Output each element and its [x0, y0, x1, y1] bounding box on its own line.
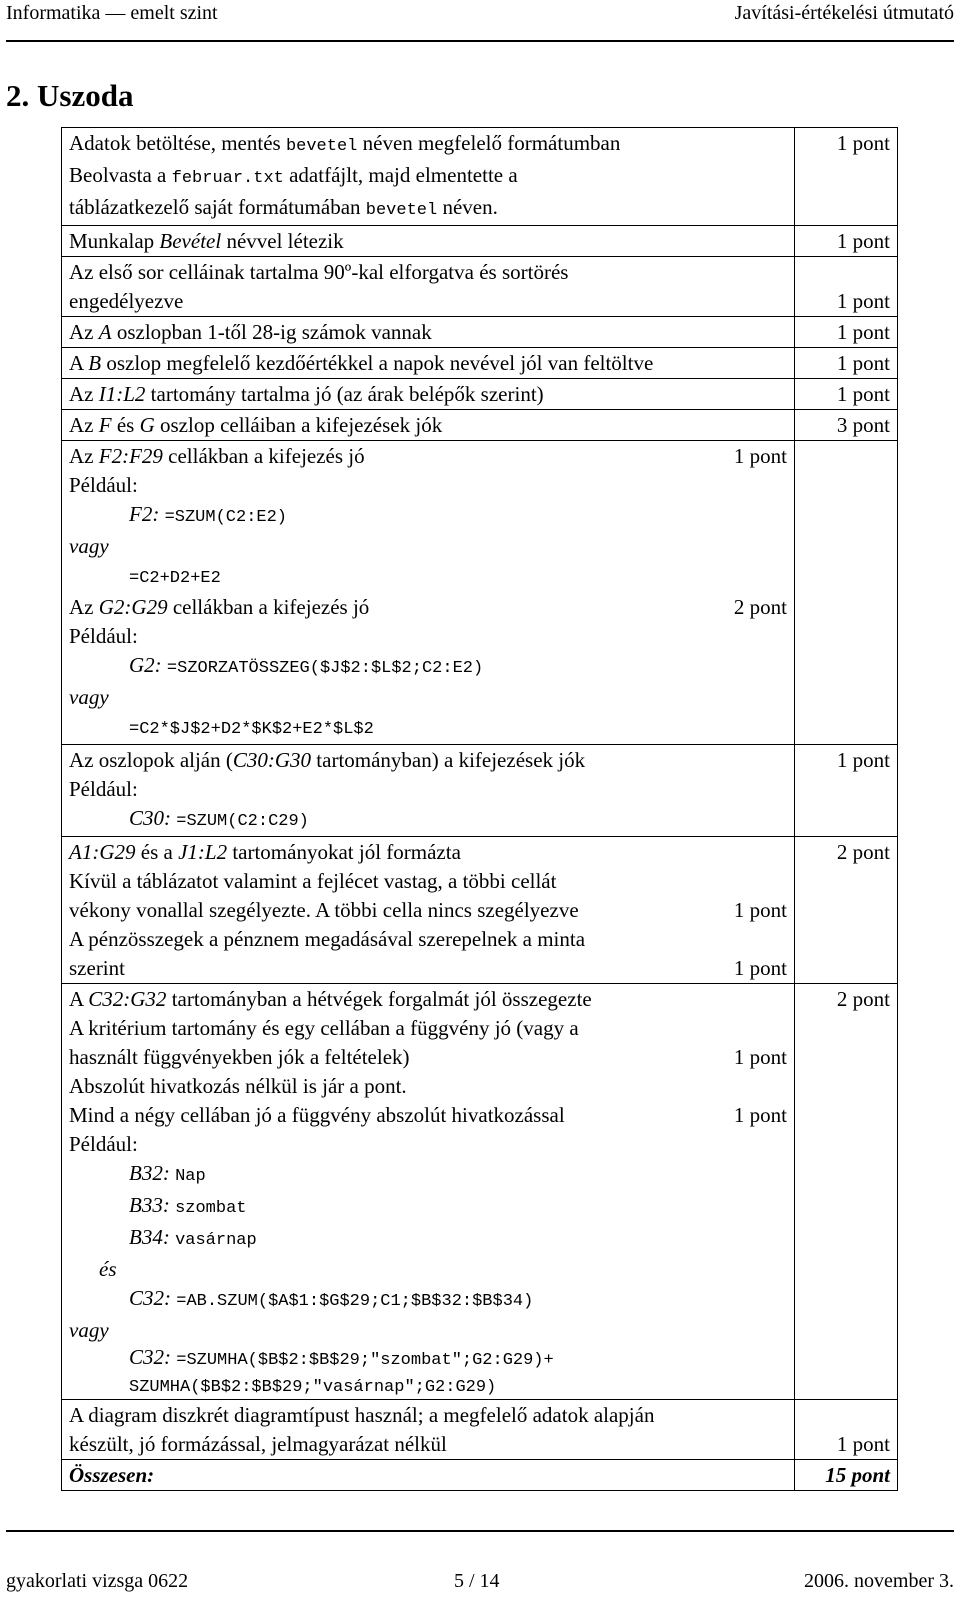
header-rule [6, 40, 954, 42]
inner-points: 2 pont [733, 595, 787, 619]
page-number: 5 / 14 [454, 1570, 500, 1592]
table-row [62, 984, 898, 1400]
points-cell: 3 pont [795, 410, 898, 441]
inner-points: 1 pont [733, 1045, 787, 1069]
footer-right: 2006. november 3. [804, 1570, 954, 1592]
points-cell: 1 pont [795, 317, 898, 348]
table-row [62, 226, 898, 257]
criteria-cell: Az oszlopok alján (C30:G30 tartományban) a kifejezések jók Például: C30: =SZUM(C2:C29) [62, 745, 795, 837]
criteria-cell: Az F és G oszlop celláiban a kifejezések jók [62, 410, 795, 441]
points-cell: 2 pont [795, 837, 898, 984]
section-title: 2. Uszoda [6, 78, 134, 113]
table-row [62, 745, 898, 837]
criteria-cell: A diagram diszkrét diagramtípust használ; a megfelelő adatok alapján készült, jó formázással, jelmagyarázat nélkül [62, 1400, 795, 1460]
table-row [62, 348, 898, 379]
inner-points: 1 pont [733, 444, 787, 468]
points-cell: 1 pont [795, 257, 898, 317]
table-row [62, 1400, 898, 1460]
footer-rule [6, 1530, 954, 1532]
table-row [62, 410, 898, 441]
table-row [62, 128, 898, 226]
total-points: 15 pont [795, 1460, 898, 1491]
criteria-cell: Munkalap Bevétel névvel létezik [62, 226, 795, 257]
criteria-cell: Az első sor celláinak tartalma 90º-kal elforgatva és sortörés engedélyezve [62, 257, 795, 317]
criteria-cell: A1:G29 és a J1:L2 tartományokat jól formázta Kívül a táblázatot valamint a fejlécet vastag, a többi cellát vékony vonallal szegélyezte. A többi cella nincs szegélyezve 1 pont A pénzösszegek a pénznem megadásával szerepelnek a minta szerint 1 pont [62, 837, 795, 984]
table-row [62, 257, 898, 317]
points-cell: 1 pont [795, 348, 898, 379]
table-row [62, 379, 898, 410]
criteria-cell: A C32:G32 tartományban a hétvégek forgalmát jól összegezte A kritérium tartomány és egy cellában a függvény jó (vagy a használt függvényekben jók a feltételek) 1 pont Abszolút hivatkozás nélkül is jár a pont. Mind a négy cellában jó a függvény abszolút hivatkozással 1 pont Például: B32: Nap B33: szombat B34: vasárnap és C32: =AB.SZUM($A$1:$G$29;C1;$B$32:$B$34) vagy C32: =SZUMHA($B$2:$B$29;"szombat";G2:G29)+ SZUMHA($B$2:$B$29;"vasárnap";G2:G29) [62, 984, 795, 1400]
points-cell: 1 pont [795, 128, 898, 226]
total-label: Összesen: [62, 1460, 795, 1491]
inner-points: 1 pont [733, 1103, 787, 1127]
criteria-cell: Az I1:L2 tartomány tartalma jó (az árak belépők szerint) [62, 379, 795, 410]
footer-left: gyakorlati vizsga 0622 [6, 1570, 189, 1592]
table-row [62, 317, 898, 348]
table-row-total [62, 1460, 898, 1491]
points-cell [795, 441, 898, 745]
criteria-cell: A B oszlop megfelelő kezdőértékkel a napok nevével jól van feltöltve [62, 348, 795, 379]
scoring-table [61, 127, 898, 1491]
header-left: Informatika — emelt szint [6, 2, 218, 24]
points-cell: 1 pont [795, 379, 898, 410]
header-right: Javítási-értékelési útmutató [734, 2, 954, 24]
points-cell: 2 pont [795, 984, 898, 1400]
table-row [62, 837, 898, 984]
points-cell: 1 pont [795, 1400, 898, 1460]
criteria-cell: Adatok betöltése, mentés bevetel néven megfelelő formátumban Beolvasta a februar.txt adatfájlt, majd elmentette a táblázatkezelő saját formátumában bevetel néven. [62, 128, 795, 226]
page-header [6, 2, 954, 30]
inner-points: 1 pont [733, 898, 787, 922]
inner-points: 1 pont [733, 956, 787, 980]
points-cell: 1 pont [795, 226, 898, 257]
points-cell: 1 pont [795, 745, 898, 837]
criteria-cell: Az A oszlopban 1-től 28-ig számok vannak [62, 317, 795, 348]
detail-cell-fg: Az F2:F29 cellákban a kifejezés jó 1 pont Például: F2: =SZUM(C2:E2) vagy =C2+D2+E2 Az G2:G29 cellákban a kifejezés jó 2 pont Például: G2: =SZORZATÖSSZEG($J$2:$L$2;C2:E2) vagy =C2*$J$2+D2*$K$2+E2*$L$2 [62, 441, 795, 745]
table-row [62, 441, 898, 745]
